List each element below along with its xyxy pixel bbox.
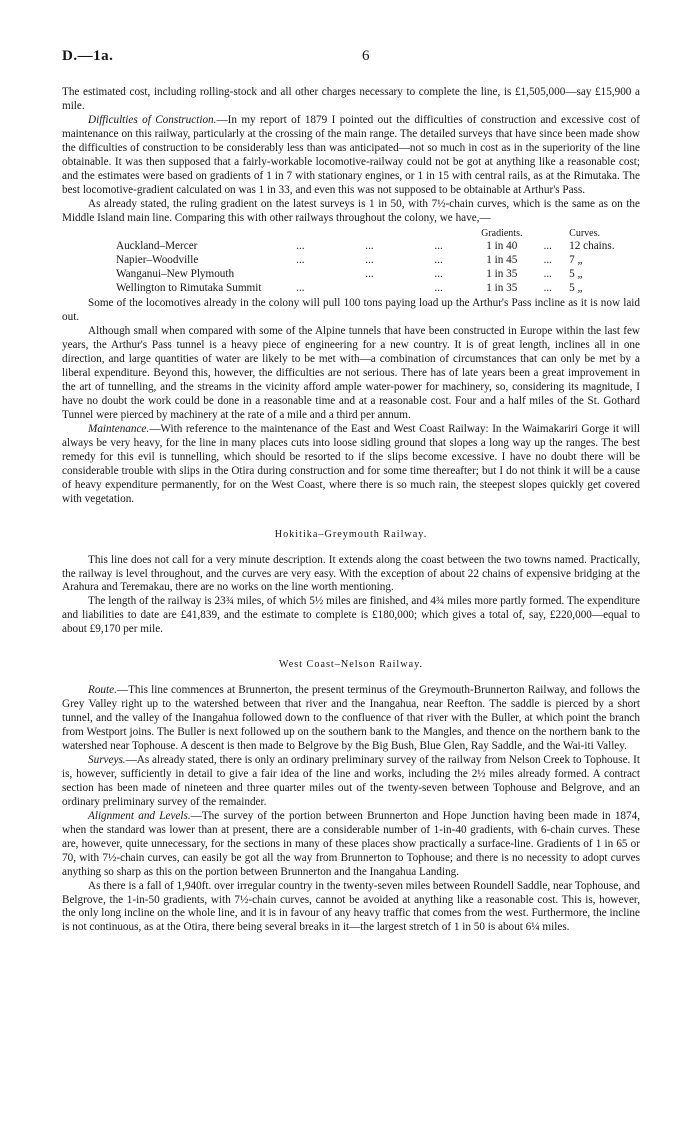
locomotives-paragraph: Some of the locomotives already in the colony will pull 100 tons paying load up the Arthur's Pass incline as it is now laid out. [62,297,640,324]
gradients-table-header [116,227,640,241]
maintenance-paragraph [62,423,640,507]
westcoast-section-title: West Coast–Nelson Railway. [278,659,424,671]
route-paragraph [62,684,640,754]
surveys-heading: Surveys. [88,753,126,766]
leader-dots: ... [543,268,552,281]
leader-dots: ... [365,268,374,281]
hokitika-length-paragraph: The length of the railway is 23¾ miles, of which 5½ miles are finished, and 4¾ miles more partly formed. The expenditure and liabilities to date are £41,839, and the estimate to complete is £180,000; which gives a total of, say, £220,000—equal to about £9,170 per mile. [62,595,640,636]
surveys-paragraph [62,754,640,810]
line-name: Napier–Woodville [116,254,199,267]
leader-dots: ... [365,240,374,253]
leader-dots: ... [434,254,443,267]
line-name: Wanganui–New Plymouth [116,268,235,281]
alignment-heading: Alignment and Levels. [88,809,191,822]
gradients-table [116,227,640,297]
leader-dots: ... [543,254,552,267]
page-number: 6 [362,48,370,64]
difficulties-heading: Difficulties of Construction. [88,113,217,126]
table-row [116,240,640,254]
hokitika-description-paragraph: This line does not call for a very minute description. It extends along the coast between the two towns named. Practically, the railway is level throughout, and the curves are very easy. With the exception of about 22 chains of expensive bridging at the Arahura and Teremakau, there are no works on the line worth mentioning. [62,553,640,594]
tunnel-paragraph: Although small when compared with some of the Alpine tunnels that have been constructed in Europe within the last few years, the Arthur's Pass tunnel is a heavy piece of engineering for a new country. It is of great length, inclines all in one direction, and large quantities of water are likely to be met with—a combination of circumstances that can only be met by a liberal expenditure. Beyond this, however, the difficulties are not serious. There has of late years been a great improvement in the art of tunnelling, and the streams in the vicinity afford ample water-power for machinery, so, considering its magnitude, I have no doubt the work could be done in a reasonable time and at a reasonable cost. Four and a half miles of the St. Gothard Tunnel were pierced by machinery at the rate of a mile and a third per annum. [62,325,640,421]
curve-value: 7 „ [569,254,583,267]
leader-dots: ... [296,254,305,267]
route-heading: Route. [88,684,117,697]
alignment-paragraph [62,810,640,880]
maintenance-heading: Maintenance. [88,422,150,435]
gradient-value: 1 in 45 [486,254,518,267]
gradient-value: 1 in 35 [486,268,518,281]
difficulties-paragraph [62,114,640,198]
document-body [62,86,640,935]
table-row [116,282,640,296]
gradient-value: 1 in 40 [486,240,518,253]
leader-dots: ... [296,240,305,253]
curves-column-header: Curves. [569,227,600,239]
table-row [116,254,640,268]
alignment-text: —The survey of the portion between Brunnerton and Hope Junction having been made in 1874, when the standard was lower than at present, there are a considerable number of 1-in-40 gradients, with 6-chain curves. These are, however, quite unnecessary, for the sections in many of these places show practically a surface-line. Gradients of 1 in 65 or 70, with 7½-chain curves, can easily be got all the way from Brunnerton to Tophouse; and there is no necessity to adopt curves anything so sharp as this on the portion between Brunnerton and the Inangahua Landing. [62,809,640,878]
leader-dots: ... [296,282,305,295]
line-name: Auckland–Mercer [116,240,198,253]
leader-dots: ... [543,240,552,253]
leader-dots: ... [434,268,443,281]
leader-dots: ... [434,240,443,253]
surveys-text: —As already stated, there is only an ordinary preliminary survey of the railway from Nelson Creek to Tophouse. It is, however, sufficiently in detail to give a fair idea of the line and works, including the 2½ miles already formed. A contract section has been made of nineteen and three quarter miles out of the twenty-seven between Tophouse and Belgrove, and an ordinary preliminary survey of the remainder. [62,753,640,808]
table-row [116,268,640,282]
curve-value: 12 chains. [569,240,615,253]
leader-dots [266,268,335,282]
gradient-value: 1 in 35 [486,282,518,295]
curve-value: 5 „ [569,268,583,281]
page-header [62,48,638,68]
route-text: —This line commences at Brunnerton, the present terminus of the Greymouth-Brunnerton Railway, and follows the Grey Valley right up to the watershed between that river and the Inangahua, near Reefton. The saddle is pierced by a short tunnel, and the valley of the Inangahua followed down to the confluence of that river with the Buller, at which point the branch from Westport joins. The Buller is next followed up on the southern bank to the Mangles, and thence on the northern bank to the watershed near Tophouse. A descent is then made to Belgrove by the Big Bush, Blue Glen, Ray Saddle, and the Wai-iti Valley. [62,684,640,753]
fall-paragraph: As there is a fall of 1,940ft. over irregular country in the twenty-seven miles between Roundell Saddle, near Tophouse, and Belgrove, the 1-in-50 gradients, with 7½-chain curves, cannot be avoided at anything like a reasonable cost. This is, however, the only long incline on the whole line, and it is in favour of any heavy traffic that comes from the west. Furthermore, the incline is not continuous, as at the Otira, there being several breaks in it—the largest stretch of 1 in 50 is about 6¼ miles. [62,879,640,934]
estimated-cost-paragraph: The estimated cost, including rolling-stock and all other charges necessary to complete the line, is £1,505,000—say £15,900 a mile. [62,86,640,112]
curve-value: 5 „ [569,282,583,295]
document-reference: D.—1a. [62,48,114,64]
gradients-column-header: Gradients. [481,227,523,239]
ruling-gradient-paragraph: As already stated, the ruling gradient on the latest surveys is 1 in 50, with 7½-chain curves, which is the same as on the Middle Island main line. Comparing this with other railways throughout the colony, we have,— [62,197,640,224]
leader-dots: ... [365,254,374,267]
difficulties-text: —In my report of 1879 I pointed out the difficulties of construction and excessive cost of maintenance on this railway, particularly at the crossing of the main range. The detailed surveys that have since been made show the difficulties of construction to be considerably less than was anticipated—not so much in cost as in the superiority of the line obtainable. It was then supposed that a fairly-workable locomotive-railway could not be got at anything like a reasonable cost; and the estimates were based on gradients of 1 in 7 with stationary engines, or 1 in 15 with central rails, as at the Rimutaka. The best locomotive-gradient calculated on was 1 in 33, and even this was not supposed to be obtainable at Arthur's Pass. [62,113,640,196]
line-name: Wellington to Rimutaka Summit [116,282,262,295]
leader-dots: ... [434,282,443,295]
hokitika-section-title: Hokitika–Greymouth Railway. [274,528,428,540]
leader-dots: ... [543,282,552,295]
leader-dots [335,282,404,296]
maintenance-text: —With reference to the maintenance of the East and West Coast Railway: In the Waimakariri Gorge it will always be very heavy, for the line in many places cuts into loose sidling ground that slopes a long way up the ranges. The best remedy for this evil is tunnelling, which should be resorted to if the slips become excessive. I have no doubt there will be considerable trouble with slips in the Otira during construction and for some time thereafter; but I do not think it will be a cause of heavy expenditure permanently, for on the West Coast, where there is so much rain, the steepest slopes quickly get covered with vegetation. [62,422,640,505]
